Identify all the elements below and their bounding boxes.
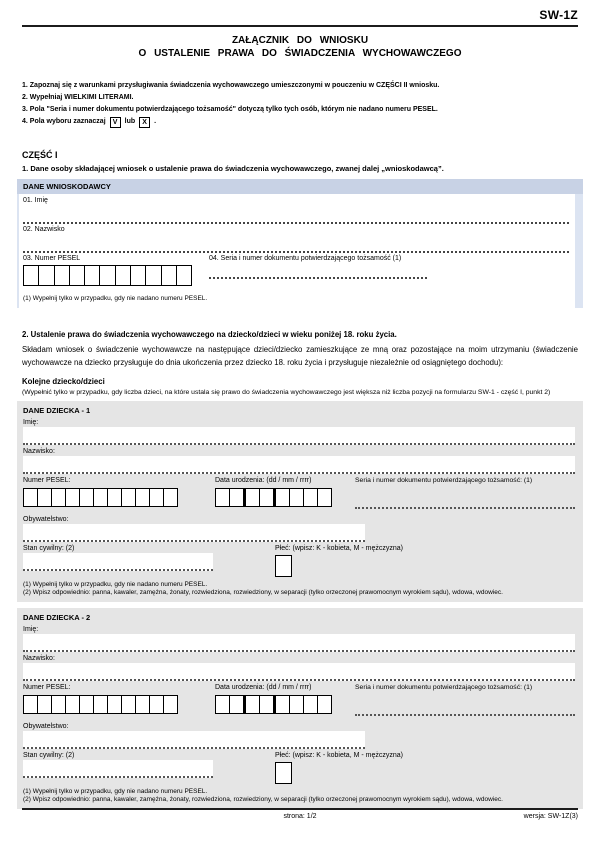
child-1-pesel-cells[interactable]	[23, 488, 178, 507]
instruction-line-3: 3. Pola "Seria i numer dokumentu potwierdzającego tożsamość" dotyczą tylko tych osób, którym nie nadano numeru PESEL.	[22, 106, 438, 113]
child-2-identity-doc-label: Seria i numer dokumentu potwierdzającego tożsamość: (1)	[355, 683, 533, 691]
child-2-footnote-2: (2) Wpisz odpowiednio: panna, kawaler, zamężna, żonaty, rozwiedziona, rozwiedziony, w separacji (tylko orzeczonej prawomocnym wyrokiem sądu), wdowa, wdowiec.	[23, 796, 503, 803]
child-2-pesel-label: Numer PESEL:	[23, 683, 71, 691]
applicant-pesel-label: 03. Numer PESEL	[23, 255, 81, 262]
applicant-last-name-input[interactable]	[23, 234, 569, 253]
child-1-last-name-label: Nazwisko:	[23, 447, 55, 455]
child-2-marital-status-input[interactable]	[23, 760, 213, 778]
child-1-citizenship-label: Obywatelstwo:	[23, 515, 69, 523]
header-rule	[22, 25, 578, 27]
applicant-first-name-input[interactable]	[23, 205, 569, 224]
child-1-box-header: DANE DZIECKA - 1	[23, 405, 91, 415]
child-1-first-name-label: Imię:	[23, 418, 39, 426]
footer-rule	[22, 808, 578, 810]
child-1-pesel-label: Numer PESEL:	[23, 476, 71, 484]
part1-heading: CZĘŚĆ I	[22, 150, 58, 160]
child-2-citizenship-label: Obywatelstwo:	[23, 722, 69, 730]
instruction-4-or: lub	[124, 118, 136, 125]
child-1-last-name-input[interactable]	[23, 456, 575, 474]
child-1-footnote-1: (1) Wypełnij tylko w przypadku, gdy nie nadano numeru PESEL.	[23, 580, 208, 588]
applicant-identity-doc-input[interactable]	[209, 263, 427, 279]
applicant-box-body	[19, 194, 575, 308]
child-1-marital-status-input[interactable]	[23, 553, 213, 571]
instructions	[22, 80, 578, 128]
form-title-line1: ZAŁĄCZNIK DO WNIOSKU	[231, 35, 369, 46]
child-1-birth-date-cells[interactable]	[215, 488, 332, 507]
form-title-line2: O USTALENIE PRAWA DO ŚWIADCZENIA WYCHOWAWCZEGO	[138, 48, 462, 59]
applicant-footnote-1: (1) Wypełnij tylko w przypadku, gdy nie nadano numeru PESEL.	[23, 295, 208, 302]
applicant-identity-doc-label: 04. Seria i numer dokumentu potwierdzającego tożsamość (1)	[209, 255, 402, 262]
instruction-4-period: .	[154, 118, 157, 125]
child-2-sex-input[interactable]	[275, 762, 292, 784]
child-1-identity-doc-input[interactable]	[355, 491, 575, 509]
section2-subheading: Kolejne dziecko/dzieci	[22, 376, 105, 386]
child-1-sex-label: Płeć: (wpisz: K - kobieta, M - mężczyzna)	[275, 544, 403, 552]
child-2-footnote-1: (1) Wypełnij tylko w przypadku, gdy nie nadano numeru PESEL.	[23, 787, 208, 795]
section2-note: (Wypełnić tylko w przypadku, gdy liczba dzieci, na które ustala się prawo do świadczenia wychowawczego jest większa niż liczba pozycji na formularzu SW-1 - część I, punkt 2)	[22, 388, 551, 396]
child-2-last-name-label: Nazwisko:	[23, 654, 55, 662]
child-1-first-name-input[interactable]	[23, 427, 575, 445]
child-2-birth-date-cells[interactable]	[215, 695, 332, 714]
instruction-line-1: 1. Zapoznaj się z warunkami przysługiwania świadczenia wychowawczego umieszczonymi w pouczeniu w CZĘŚCI II wniosku.	[22, 82, 440, 89]
checkmark-v-icon: V	[110, 117, 121, 128]
child-2-last-name-input[interactable]	[23, 663, 575, 681]
applicant-first-name-label: 01. Imię	[23, 197, 48, 204]
instruction-line-2: 2. Wypełniaj WIELKIMI LITERAMI.	[22, 94, 134, 101]
child-1-marital-status-label: Stan cywilny: (2)	[23, 544, 75, 552]
child-2-birth-date-label: Data urodzenia: (dd / mm / rrrr)	[215, 683, 312, 691]
child-2-identity-doc-input[interactable]	[355, 698, 575, 716]
child-1-identity-doc-label: Seria i numer dokumentu potwierdzającego tożsamość: (1)	[355, 476, 533, 484]
instruction-4-text: 4. Pola wyboru zaznaczaj	[22, 118, 106, 125]
checkmark-x-icon: X	[139, 117, 150, 128]
section2-paragraph: Składam wniosek o świadczenie wychowawcze na następujące dzieci/dziecko zamieszkujące ze mną oraz pozostające na moim utrzymaniu (świadczenie wychowawcze na dziecko przysługuje do dnia ukończenia przez dziecko 18. roku życia i przysługuje niezależnie od osiągniętego dochodu):	[22, 344, 578, 367]
form-code-label: SW-1Z	[539, 8, 578, 22]
child-2-sex-label: Płeć: (wpisz: K - kobieta, M - mężczyzna)	[275, 751, 403, 759]
child-1-birth-date-label: Data urodzenia: (dd / mm / rrrr)	[215, 476, 312, 484]
child-1-data-box	[17, 401, 583, 602]
child-2-box-header: DANE DZIECKA - 2	[23, 612, 91, 622]
applicant-pesel-cells[interactable]	[23, 265, 192, 286]
applicant-box-header: DANE WNIOSKODAWCY	[17, 179, 583, 194]
form-title	[22, 34, 578, 60]
child-2-data-box	[17, 608, 583, 809]
child-2-first-name-label: Imię:	[23, 625, 39, 633]
instruction-line-4	[22, 116, 578, 128]
child-2-marital-status-label: Stan cywilny: (2)	[23, 751, 75, 759]
child-2-first-name-input[interactable]	[23, 634, 575, 652]
applicant-last-name-label: 02. Nazwisko	[23, 226, 65, 233]
footer-page-label: strona: 1/2	[283, 813, 317, 820]
footer-version-label: wersja: SW-1Z(3)	[523, 813, 578, 820]
applicant-data-box	[17, 179, 583, 308]
section2-heading: 2. Ustalenie prawa do świadczenia wychowawczego na dziecko/dzieci w wieku poniżej 18. roku życia.	[22, 329, 397, 339]
child-2-citizenship-input[interactable]	[23, 731, 365, 749]
child-2-pesel-cells[interactable]	[23, 695, 178, 714]
child-1-citizenship-input[interactable]	[23, 524, 365, 542]
child-1-sex-input[interactable]	[275, 555, 292, 577]
page-footer	[22, 808, 578, 820]
part1-subheading: 1. Dane osoby składającej wniosek o ustalenie prawa do świadczenia wychowawczego, zwanej dalej „wnioskodawcą”.	[22, 164, 444, 173]
child-1-footnote-2: (2) Wpisz odpowiednio: panna, kawaler, zamężna, żonaty, rozwiedziona, rozwiedziony, w separacji (tylko orzeczonej prawomocnym wyrokiem sądu), wdowa, wdowiec.	[23, 589, 503, 596]
